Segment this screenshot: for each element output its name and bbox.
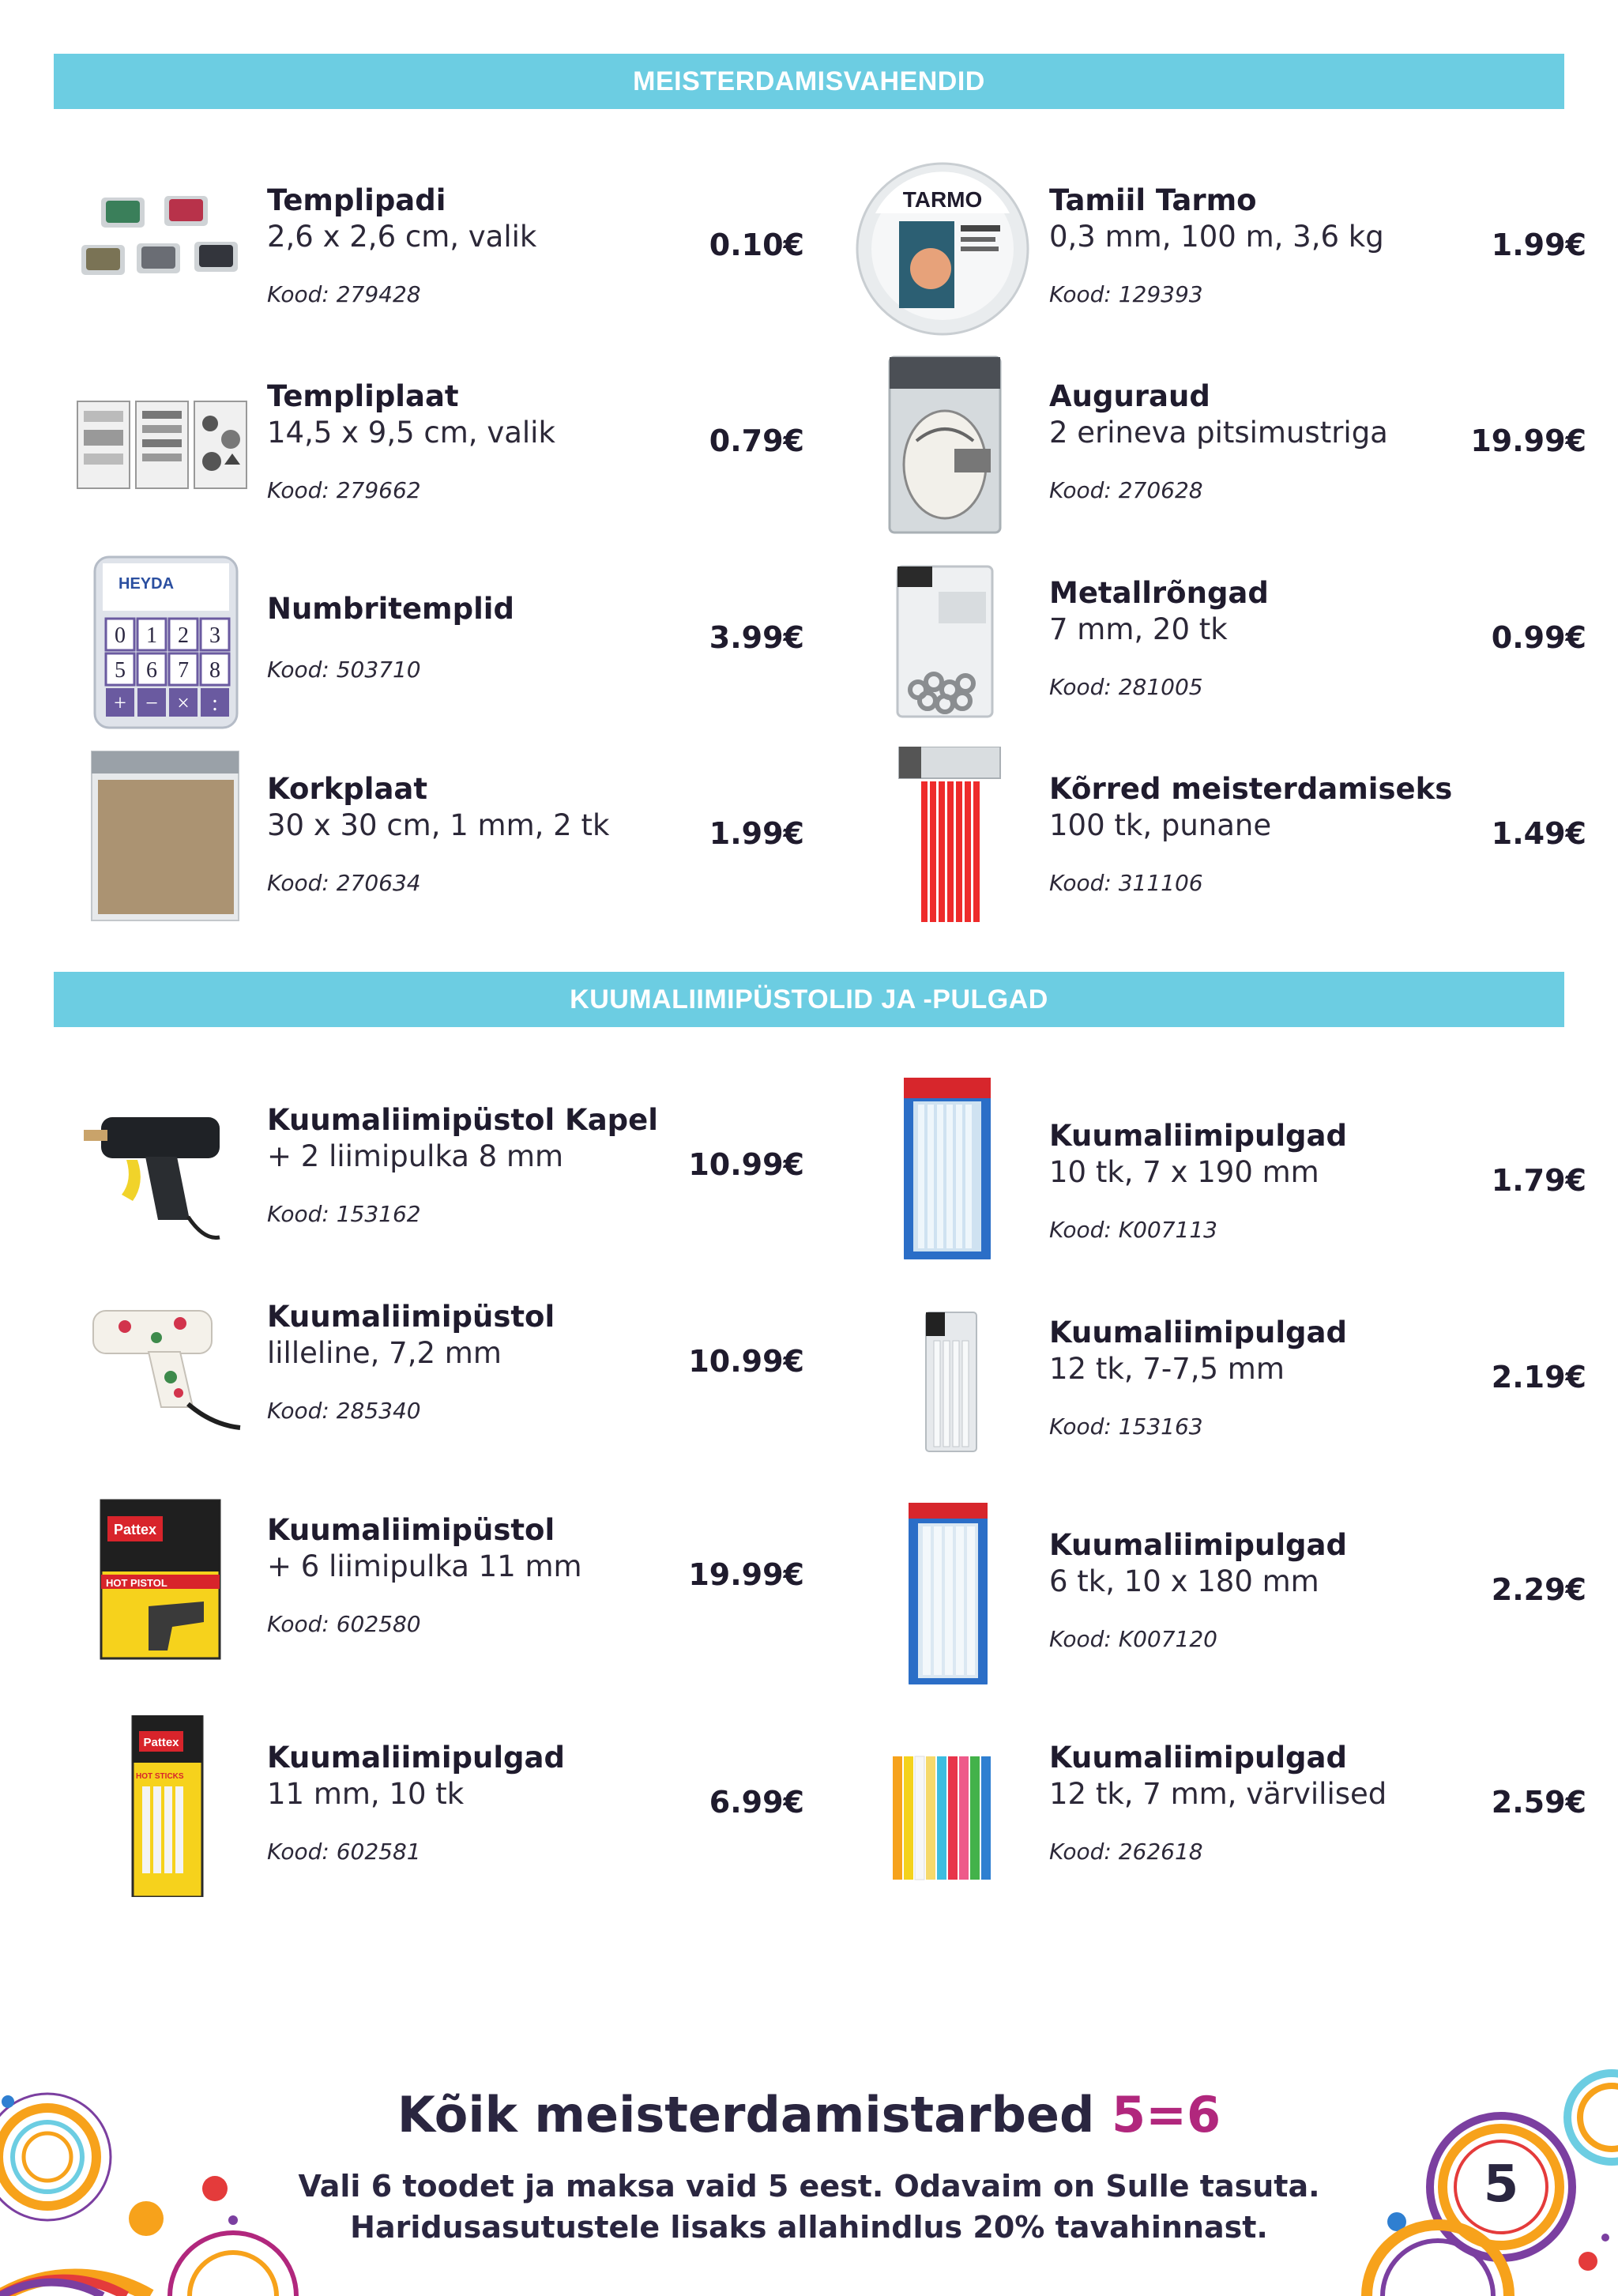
svg-text:8: 8 <box>209 658 220 683</box>
svg-text:3: 3 <box>209 623 220 648</box>
product-name: Kuumaliimipulgad <box>1049 1741 1347 1775</box>
product-name: Korkplaat <box>267 772 428 806</box>
product-name: Numbritemplid <box>267 592 514 626</box>
product-code: Kood: 153163 <box>1049 1413 1203 1440</box>
product-price: 0.99€ <box>1491 620 1586 655</box>
product-card <box>836 551 1586 732</box>
product-code: Kood: 285340 <box>267 1398 421 1424</box>
svg-text:6: 6 <box>146 658 157 683</box>
product-price: 6.99€ <box>709 1785 804 1820</box>
product-description: 100 tk, punane <box>1049 808 1272 842</box>
promo-title: Kõik meisterdamistarbed 5=6 <box>397 2086 1221 2144</box>
product-card <box>836 354 1586 536</box>
svg-text:2: 2 <box>178 623 189 648</box>
product-name: Kuumaliimipulgad <box>1049 1119 1347 1153</box>
stamp-sheets-icon <box>62 354 259 536</box>
pattex-glue-sticks-box-icon <box>62 1715 259 1897</box>
product-code: Kood: 279428 <box>267 281 421 307</box>
section-banner-hot-glue: KUUMALIIMIPÜSTOLID JA -PULGAD <box>54 972 1564 1027</box>
product-code: Kood: K007113 <box>1049 1217 1217 1243</box>
svg-text:0: 0 <box>115 623 126 648</box>
product-price: 2.19€ <box>1491 1360 1586 1395</box>
product-card <box>54 158 804 340</box>
svg-text:×: × <box>177 691 190 716</box>
product-description: 12 tk, 7-7,5 mm <box>1049 1352 1285 1386</box>
product-card <box>836 1503 1586 1684</box>
product-code: Kood: 311106 <box>1049 870 1203 896</box>
product-name: Templiplaat <box>267 379 459 413</box>
product-description: + 2 liimipulka 8 mm <box>267 1139 564 1173</box>
product-price: 0.10€ <box>709 228 804 262</box>
product-price: 19.99€ <box>1470 423 1586 458</box>
svg-text:1: 1 <box>146 623 157 648</box>
product-code: Kood: 503710 <box>267 657 421 683</box>
product-price: 2.29€ <box>1491 1572 1586 1607</box>
glue-gun-icon <box>62 1078 259 1259</box>
product-name: Templipadi <box>267 183 446 217</box>
product-name: Kuumaliimipulgad <box>1049 1315 1347 1349</box>
svg-text:−: − <box>145 691 158 716</box>
product-price: 3.99€ <box>709 620 804 655</box>
product-price: 1.99€ <box>709 816 804 851</box>
product-card <box>54 1488 804 1669</box>
ink-pads-icon <box>62 158 259 340</box>
product-code: Kood: 279662 <box>267 477 421 503</box>
svg-text:5: 5 <box>115 658 126 683</box>
pattex-logo: Pattex <box>113 1522 157 1538</box>
product-price: 1.79€ <box>1491 1163 1586 1198</box>
product-price: 10.99€ <box>688 1344 804 1379</box>
promo-line-2: Haridusasutustele lisaks allahindlus 20% tavahinnast. <box>350 2210 1268 2245</box>
promo-accent: 5=6 <box>1111 2086 1221 2144</box>
svg-text:+: + <box>114 691 126 716</box>
product-name: Kuumaliimipüstol <box>267 1300 555 1334</box>
product-description: 10 tk, 7 x 190 mm <box>1049 1155 1319 1189</box>
product-card <box>836 1715 1586 1897</box>
glue-sticks-pack-icon <box>844 1503 1041 1684</box>
product-description: 11 mm, 10 tk <box>267 1777 465 1811</box>
product-description: 30 x 30 cm, 1 mm, 2 tk <box>267 808 610 842</box>
colored-glue-sticks-icon <box>844 1715 1041 1897</box>
product-card <box>54 354 804 536</box>
product-card <box>836 158 1586 340</box>
metal-eyelets-icon <box>844 551 1041 732</box>
product-description: 14,5 x 9,5 cm, valik <box>267 416 555 450</box>
product-price: 1.49€ <box>1491 816 1586 851</box>
product-description: 6 tk, 10 x 180 mm <box>1049 1564 1319 1598</box>
fishing-line-spool-icon <box>844 158 1041 340</box>
product-name: Tamiil Tarmo <box>1049 183 1257 217</box>
svg-text:HOT STICKS: HOT STICKS <box>136 1772 184 1781</box>
product-description: 7 mm, 20 tk <box>1049 612 1228 646</box>
product-name: Kuumaliimipüstol <box>267 1513 555 1547</box>
spool-brand-label: TARMO <box>902 187 983 212</box>
floral-glue-gun-icon <box>62 1274 259 1456</box>
glue-sticks-small-pack-icon <box>844 1290 1041 1472</box>
product-card <box>836 1078 1586 1259</box>
pattex-logo: Pattex <box>143 1736 179 1749</box>
product-price: 1.99€ <box>1491 228 1586 262</box>
number-stamps-icon <box>62 551 259 732</box>
svg-text:7: 7 <box>178 658 189 683</box>
product-card <box>836 747 1586 928</box>
product-description: 0,3 mm, 100 m, 3,6 kg <box>1049 220 1384 254</box>
product-code: Kood: K007120 <box>1049 1626 1217 1652</box>
product-code: Kood: 270634 <box>267 870 421 896</box>
product-description: 2 erineva pitsimustriga <box>1049 416 1388 450</box>
product-card <box>54 1078 804 1259</box>
product-price: 10.99€ <box>688 1147 804 1182</box>
product-card <box>54 551 804 732</box>
red-straws-icon <box>844 747 1041 928</box>
product-code: Kood: 153162 <box>267 1201 421 1227</box>
product-name: Kuumaliimipüstol Kapel <box>267 1103 658 1137</box>
promo-line-1: Vali 6 toodet ja maksa vaid 5 eest. Odavaim on Sulle tasuta. <box>298 2169 1320 2204</box>
product-card <box>54 1274 804 1456</box>
product-code: Kood: 270628 <box>1049 477 1203 503</box>
product-price: 2.59€ <box>1491 1785 1586 1820</box>
product-description: lilleline, 7,2 mm <box>267 1336 502 1370</box>
product-name: Auguraud <box>1049 379 1210 413</box>
page-number: 5 <box>1483 2155 1519 2214</box>
product-code: Kood: 262618 <box>1049 1839 1203 1865</box>
product-price: 19.99€ <box>688 1557 804 1592</box>
section-banner-craft-supplies: MEISTERDAMISVAHENDID <box>54 54 1564 109</box>
product-name: Kuumaliimipulgad <box>267 1741 565 1775</box>
product-name: Kõrred meisterdamiseks <box>1049 772 1453 806</box>
pattex-glue-gun-box-icon <box>62 1488 259 1669</box>
product-card <box>836 1290 1586 1472</box>
product-description: + 6 liimipulka 11 mm <box>267 1549 582 1583</box>
product-description: 12 tk, 7 mm, värvilised <box>1049 1777 1387 1811</box>
product-code: Kood: 602580 <box>267 1611 421 1637</box>
product-code: Kood: 602581 <box>267 1839 421 1865</box>
product-card <box>54 747 804 928</box>
glue-sticks-pack-icon <box>844 1078 1041 1259</box>
svg-text:HOT PISTOL: HOT PISTOL <box>106 1577 167 1589</box>
svg-text::: : <box>212 691 218 716</box>
paper-punch-icon <box>844 354 1041 536</box>
stamp-brand-label: HEYDA <box>119 575 175 593</box>
product-name: Kuumaliimipulgad <box>1049 1528 1347 1562</box>
product-code: Kood: 129393 <box>1049 281 1203 307</box>
product-code: Kood: 281005 <box>1049 674 1203 700</box>
product-description: 2,6 x 2,6 cm, valik <box>267 220 537 254</box>
product-price: 0.79€ <box>709 423 804 458</box>
product-card <box>54 1715 804 1897</box>
product-name: Metallrõngad <box>1049 576 1269 610</box>
cork-sheet-icon <box>62 747 259 928</box>
